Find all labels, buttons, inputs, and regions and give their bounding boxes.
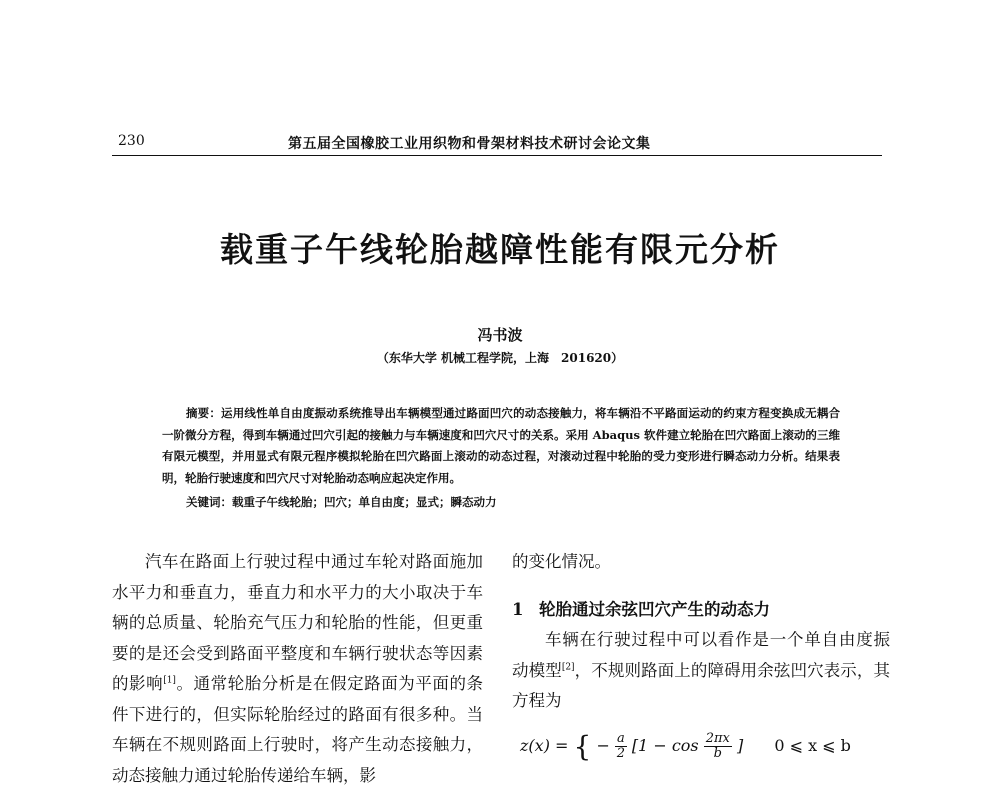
author-name: 冯书波 [477, 326, 523, 344]
header-rule [112, 155, 882, 156]
continuation-text: 的变化情况。 [512, 552, 611, 571]
section-title: 轮胎通过余弦凹穴产生的动态力 [539, 599, 770, 619]
abstract-text: 运用线性单自由度振动系统推导出车辆模型通过路面凹穴的动态接触力，将车辆沿不平路面运动的约束方程变换成无耦合一阶微分方程，得到车辆通过凹穴引起的接触力与车辆速度和凹穴尺寸的关系。采用 Abaqus 软件建立轮胎在凹穴路面上滚动的三维有限元模型，并用显式有限元程序模拟轮胎在凹穴路面上滚动的动态过程，对滚动过程中轮胎的受力变形进行瞬态动力分析。结果表明，轮胎行驶速度和凹穴尺寸对轮胎动态响应起决定作用。 [162, 406, 840, 485]
citation-2: [2] [561, 662, 575, 672]
section-number: 1 [512, 599, 524, 619]
keywords-label: 关键词： [186, 495, 232, 509]
fraction-a-over-2: $\frac{a}{2}$ [616, 731, 625, 761]
intro-paragraph-part1: 汽车在路面上行驶过程中通过车轮对路面施加水平力和垂直力，垂直力和水平力的大小取决于车辆的总质量、轮胎充气压力和轮胎的性能，但更重要的是还会受到路面平整度和车辆行驶状态等因素的影响 [112, 552, 483, 693]
section-paragraph-part1: 车辆在行驶过程中可以看作是一个单自由度振动模型 [512, 630, 890, 680]
equation-bracket-open: [1 − cos [631, 736, 699, 755]
running-title: 第五届全国橡胶工业用织物和骨架材料技术研讨会论文集 [288, 136, 651, 152]
abstract-label: 摘要： [186, 406, 222, 420]
equation-bracket-close: ] [736, 736, 744, 755]
keywords [186, 494, 497, 510]
equation-lhs: z(x) = [520, 736, 569, 755]
section-paragraph [512, 625, 890, 717]
section-paragraph-part2: ，不规则路面上的障碍用余弦凹穴表示，其方程为 [512, 660, 891, 710]
equation-brace: { [573, 730, 592, 763]
section-heading [512, 595, 890, 626]
body-left-column [112, 547, 483, 791]
fraction-2pix-over-b: $\frac{2\pi x}{b}$ [705, 731, 730, 761]
equation-condition: 0 ⩽ x ⩽ b [774, 736, 851, 755]
keywords-text: 载重子午线轮胎；凹穴；单自由度；显式；瞬态动力 [232, 495, 497, 509]
paper-title: 载重子午线轮胎越障性能有限元分析 [220, 230, 780, 269]
equation-minus: − [596, 736, 610, 755]
citation-1: [1] [163, 675, 176, 686]
author-affiliation: （东华大学 机械工程学院，上海 201620） [376, 351, 624, 365]
cosine-pit-equation [520, 730, 851, 763]
page-number: 230 [118, 133, 145, 149]
intro-paragraph-part2: 。通常轮胎分析是在假定路面为平面的条件下进行的，但实际轮胎经过的路面有很多种。当车辆在不规则路面上行驶时，将产生动态接触力，动态接触力通过轮胎传递给车辆，影 [112, 674, 484, 785]
body-right-column [512, 547, 890, 717]
abstract [162, 403, 840, 489]
